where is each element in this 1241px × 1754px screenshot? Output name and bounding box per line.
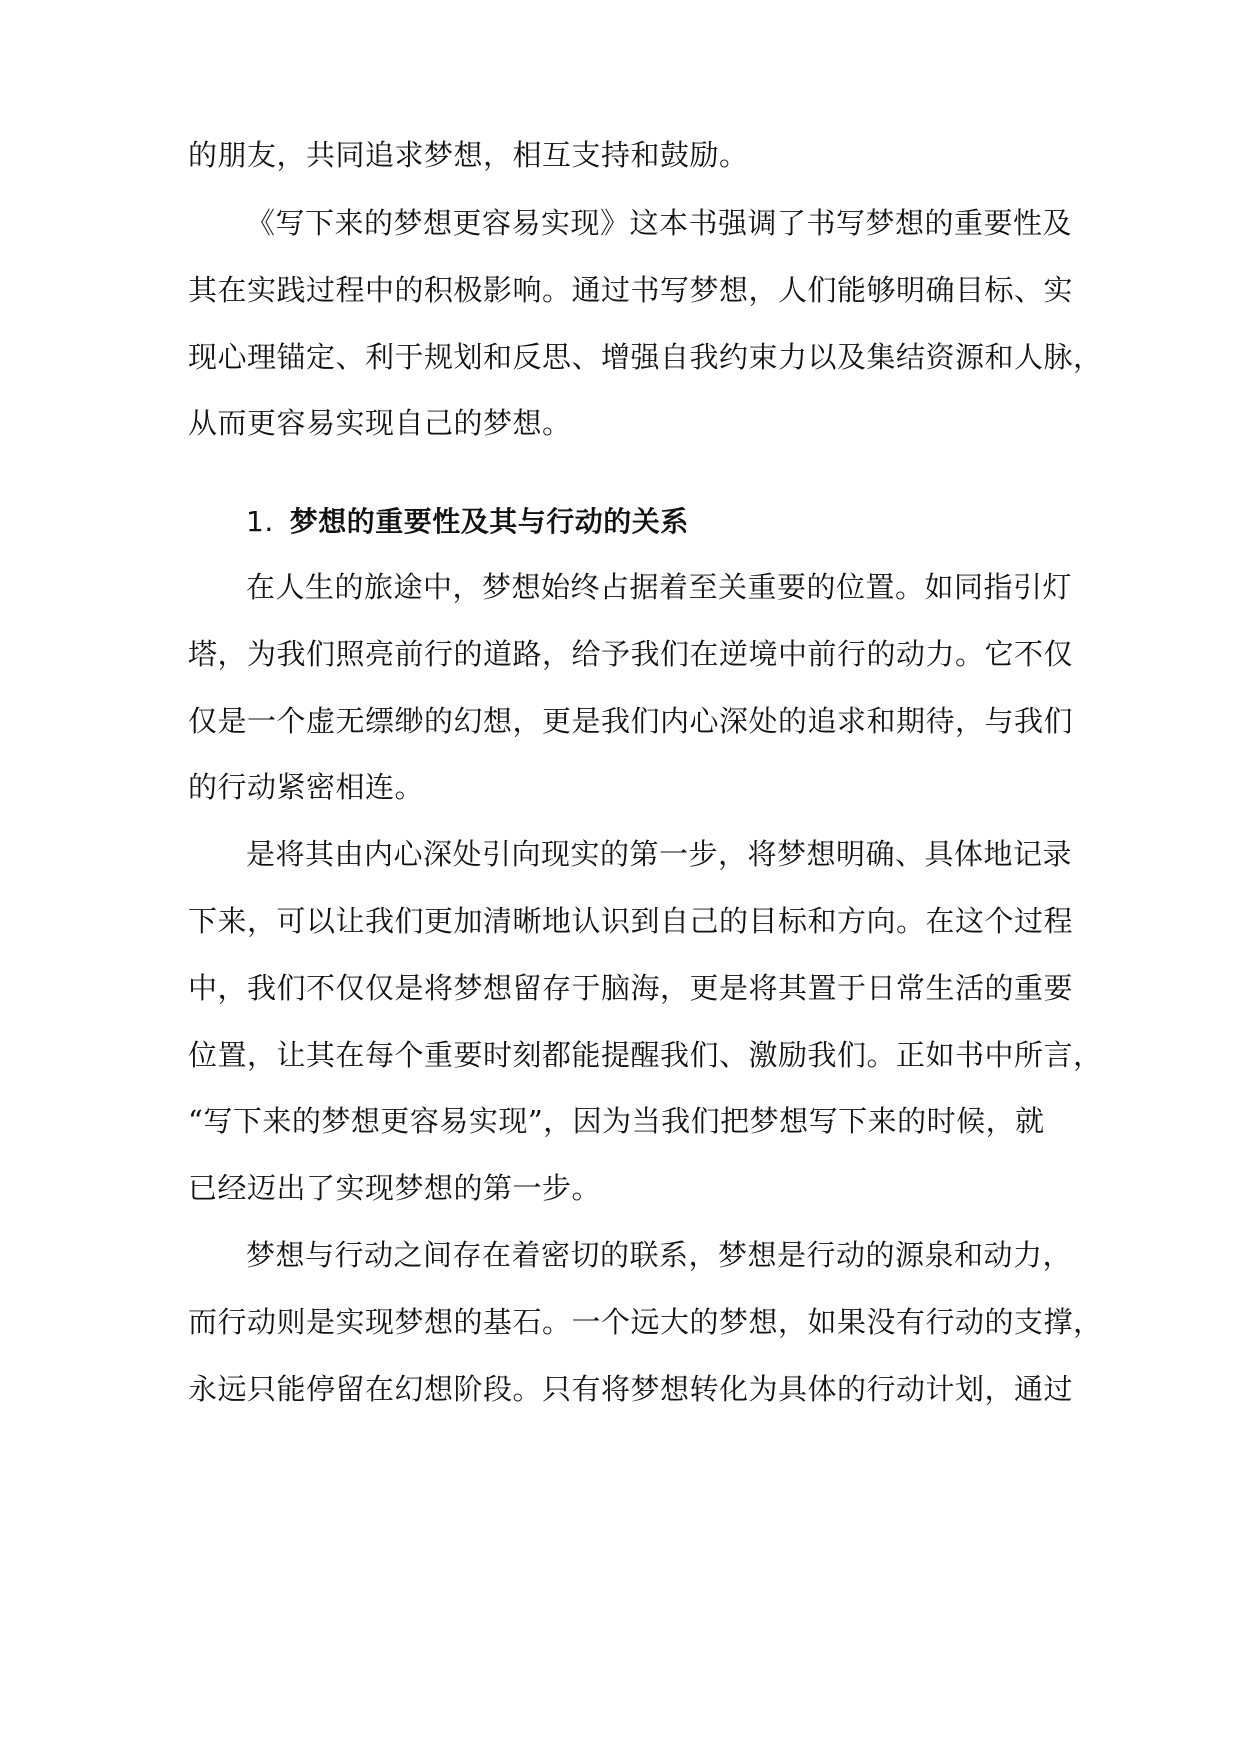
section-heading xyxy=(246,502,689,542)
paragraph-line: 塔，为我们照亮前行的道路，给予我们在逆境中前行的动力。它不仅 xyxy=(188,637,1074,671)
section-number: 1. xyxy=(246,505,274,538)
section-title: 梦想的重要性及其与行动的关系 xyxy=(289,505,689,538)
paragraph-line: 位置，让其在每个重要时刻都能提醒我们、激励我们。正如书中所言， xyxy=(188,1038,1103,1072)
paragraph-line: 已经迈出了实现梦想的第一步。 xyxy=(188,1171,602,1205)
paragraph-line: 现心理锚定、利于规划和反思、增强自我约束力以及集结资源和人脉， xyxy=(188,340,1103,374)
paragraph-line: 从而更容易实现自己的梦想。 xyxy=(188,406,572,440)
paragraph-line: 的朋友，共同追求梦想，相互支持和鼓励。 xyxy=(188,138,749,172)
paragraph-line: “写下来的梦想更容易实现”，因为当我们把梦想写下来的时候，就 xyxy=(188,1104,1045,1138)
paragraph-line: 是将其由内心深处引向现实的第一步，将梦想明确、具体地记录 xyxy=(246,837,1073,871)
paragraph-line: 中，我们不仅仅是将梦想留存于脑海，更是将其置于日常生活的重要 xyxy=(188,971,1074,1005)
paragraph-line: 梦想与行动之间存在着密切的联系，梦想是行动的源泉和动力， xyxy=(246,1238,1073,1272)
paragraph-line: 下来，可以让我们更加清晰地认识到自己的目标和方向。在这个过程 xyxy=(188,904,1074,938)
paragraph-line: 其在实践过程中的积极影响。通过书写梦想，人们能够明确目标、实 xyxy=(188,273,1074,307)
paragraph-line: 《写下来的梦想更容易实现》这本书强调了书写梦想的重要性及 xyxy=(246,206,1073,240)
paragraph-line: 仅是一个虚无缥缈的幻想，更是我们内心深处的追求和期待，与我们 xyxy=(188,704,1074,738)
paragraph-line: 而行动则是实现梦想的基石。一个远大的梦想，如果没有行动的支撑， xyxy=(188,1305,1103,1339)
paragraph-line: 在人生的旅途中，梦想始终占据着至关重要的位置。如同指引灯 xyxy=(246,570,1073,604)
paragraph-line: 永远只能停留在幻想阶段。只有将梦想转化为具体的行动计划，通过 xyxy=(188,1372,1074,1406)
paragraph-line: 的行动紧密相连。 xyxy=(188,770,425,804)
